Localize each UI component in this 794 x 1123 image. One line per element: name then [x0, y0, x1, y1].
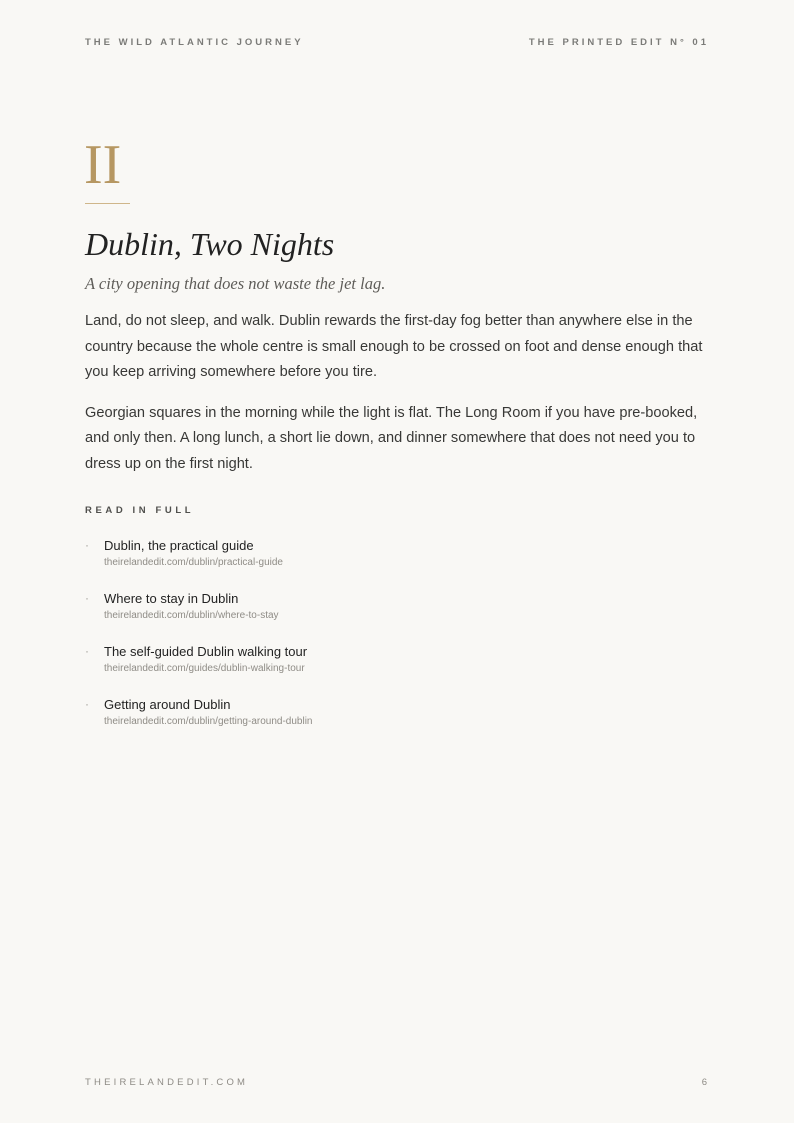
read-link-title[interactable]: Where to stay in Dublin: [104, 591, 239, 606]
header-edition-label: THE PRINTED EDIT N° 01: [528, 37, 709, 48]
bullet-dot: ·: [85, 697, 89, 711]
footer-site-url[interactable]: THEIRELANDEDIT.COM: [85, 1077, 249, 1088]
bullet-dot: ·: [85, 538, 89, 552]
chapter-subtitle: A city opening that does not waste the jet lag.: [85, 274, 386, 293]
read-in-full-list: [85, 537, 709, 749]
read-link-item: [85, 537, 709, 590]
read-link-url[interactable]: theirelandedit.com/dublin/practical-guide: [104, 557, 283, 568]
read-link-title[interactable]: Getting around Dublin: [104, 697, 231, 712]
chapter-number: II: [84, 134, 122, 196]
read-link-url[interactable]: theirelandedit.com/guides/dublin-walking-tour: [104, 663, 305, 674]
read-link-url[interactable]: theirelandedit.com/dublin/where-to-stay: [104, 610, 279, 621]
read-in-full-heading: READ IN FULL: [85, 505, 195, 516]
bullet-dot: ·: [85, 591, 89, 605]
read-link-item: [85, 643, 709, 696]
header-series-title: THE WILD ATLANTIC JOURNEY: [85, 37, 304, 48]
chapter-body: [85, 309, 711, 492]
document-page: [85, 0, 709, 1123]
body-paragraph: Land, do not sleep, and walk. Dublin rewards the first-day fog better than anywhere else in the country because the whole centre is small enough to be crossed on foot and dense enough that you keep arriving somewhere before you tire.: [85, 313, 703, 380]
bullet-dot: ·: [85, 644, 89, 658]
read-link-title[interactable]: Dublin, the practical guide: [104, 538, 254, 553]
read-link-item: [85, 696, 709, 749]
chapter-divider: [85, 203, 130, 204]
page-number: 6: [701, 1077, 707, 1088]
body-paragraph: Georgian squares in the morning while the light is flat. The Long Room if you have pre-booked, and only then. A long lunch, a short lie down, and dinner somewhere that does not need you to dress up on the first night.: [85, 404, 698, 472]
page-header: [85, 37, 709, 48]
chapter-title: Dublin, Two Nights: [85, 226, 335, 262]
page-footer: [85, 1077, 709, 1088]
read-link-item: [85, 590, 709, 643]
read-link-url[interactable]: theirelandedit.com/dublin/getting-around-dublin: [104, 716, 313, 727]
read-link-title[interactable]: The self-guided Dublin walking tour: [104, 644, 308, 659]
